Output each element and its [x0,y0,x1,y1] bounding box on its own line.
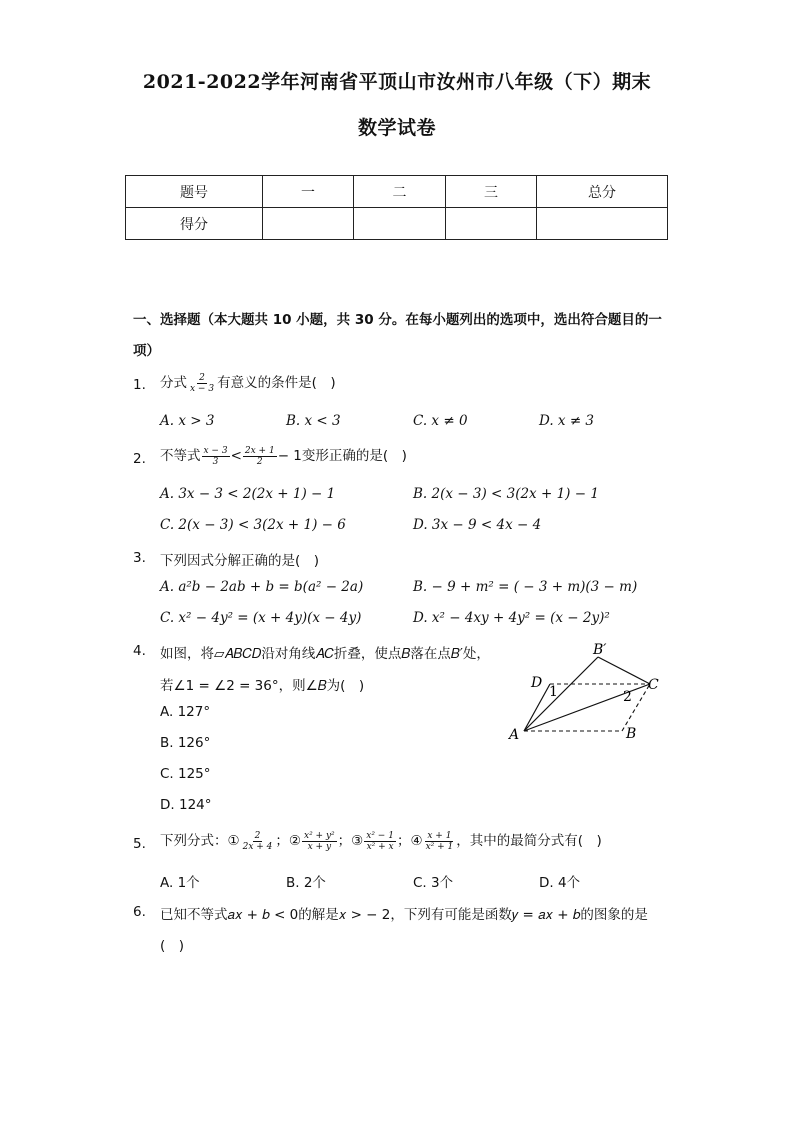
stem-text: ，其中的最简分式有( ) [456,833,602,849]
question-6-stem-line1: 已知不等式𝑎𝑥 + 𝑏 < 0的解是𝑥 > − 2，下列有可能是函数𝑦 = 𝑎𝑥 + 𝑏的图象的是 [160,907,648,923]
page-title-line2: 数学试卷 [357,117,436,139]
option-d: D. 124° [160,797,212,813]
option-d: D. 4个 [539,875,581,891]
stem-text: ；④ [396,833,423,849]
fraction-denominator: x² + x [366,841,394,852]
stem-text: 不等式 [160,448,201,464]
parallelogram-fold-figure [505,640,675,750]
fraction [424,831,456,852]
question-5-stem [160,829,602,852]
score-table-score-row [126,208,668,240]
fraction [241,831,275,852]
section-heading-line1: 一、选择题（本大题共 10 小题，共 30 分。在每小题列出的选项中，选出符合题目的一 [133,312,662,328]
question-number: 4. [133,643,146,659]
option-a: A. 𝑎²𝑏 − 2𝑎𝑏 + 𝑏 = 𝑏(𝑎² − 2𝑎) [160,579,364,595]
label-b: B [626,726,637,742]
question-6-stem-line2: ( ) [160,938,185,954]
question-1-stem [160,371,336,394]
score-header-cell: 总分 [537,176,668,208]
fraction-numerator: x − 3 [203,445,228,456]
question-3-stem: 下列因式分解正确的是( ) [160,553,320,569]
section-heading-line2: 项） [133,343,160,359]
stem-text: − 1变形正确的是( ) [277,448,407,464]
score-cell [537,208,668,240]
score-header-cell: 一 [263,176,354,208]
option-d: D. 3𝑥 − 9 < 4𝑥 − 4 [413,517,542,533]
option-c: C. 𝑥 ≠ 0 [413,413,468,429]
stem-text: ；③ [337,833,364,849]
option-b: B. 𝑥 < 3 [286,413,341,429]
question-number: 3. [133,550,146,566]
fraction-numerator: 2 [254,830,261,841]
fraction-numerator: 2 [199,372,205,383]
question-number: 5. [133,836,146,852]
fraction-denominator: x − 3 [190,383,215,394]
question-number: 1. [133,377,146,393]
score-header-cell: 题号 [126,176,263,208]
option-a: A. 127° [160,704,211,720]
score-row-label: 得分 [126,208,263,240]
label-angle-1: 1 [549,684,558,700]
fraction [302,831,337,852]
option-c: C. 125° [160,766,211,782]
score-table-header-row [126,176,668,208]
fraction-denominator: 3 [212,456,219,467]
option-a: A. 3𝑥 − 3 < 2(2𝑥 + 1) − 1 [160,486,336,502]
fraction [188,373,216,394]
edge-b-prime-c [598,657,650,684]
label-angle-2: 2 [623,689,632,705]
fraction-numerator: x² − 1 [366,830,394,841]
stem-text: ；② [275,833,302,849]
fraction [364,831,396,852]
edge-ad [524,684,550,731]
option-a: A. 𝑥 > 3 [160,413,215,429]
stem-text: 有意义的条件是( ) [217,375,336,391]
fraction-denominator: x + y [307,841,332,852]
label-b-prime: B′ [593,642,607,658]
stem-text: 分式 [160,375,187,391]
option-b: B. 126° [160,735,211,751]
option-d: D. 𝑥 ≠ 3 [539,413,595,429]
label-d: D [531,675,543,691]
option-c: C. 3个 [413,875,454,891]
stem-text: 下列分式：① [160,833,240,849]
option-d: D. 𝑥² − 4𝑥𝑦 + 4𝑦² = (𝑥 − 2𝑦)² [413,610,610,626]
score-table [125,175,668,240]
edge-ab-prime [524,657,598,731]
option-c: C. 2(𝑥 − 3) < 3(2𝑥 + 1) − 6 [160,517,346,533]
option-c: C. 𝑥² − 4𝑦² = (𝑥 + 4𝑦)(𝑥 − 4𝑦) [160,610,362,626]
question-4-stem-line1: 如图，将▱𝐴𝐵𝐶𝐷沿对角线𝐴𝐶折叠，使点𝐵落在点𝐵′处， [160,646,490,662]
question-number: 2. [133,451,146,467]
option-b: B. − 9 + 𝑚² = ( − 3 + 𝑚)(3 − 𝑚) [413,579,638,595]
question-number: 6. [133,904,146,920]
fraction-numerator: x + 1 [427,830,452,841]
fraction [243,446,277,467]
score-header-cell: 三 [446,176,537,208]
fraction [202,446,230,467]
fraction-numerator: 2x + 1 [244,445,275,456]
fraction-numerator: x² + y² [304,830,335,841]
score-cell [446,208,537,240]
page-title-line1: 2021-2022学年河南省平顶山市汝州市八年级（下）期末 [142,71,652,93]
option-a: A. 1个 [160,875,200,891]
stem-math: < [230,448,242,464]
score-header-cell: 二 [354,176,446,208]
score-cell [354,208,446,240]
option-b: B. 2(𝑥 − 3) < 3(2𝑥 + 1) − 1 [413,486,599,502]
fraction-denominator: x² + 1 [425,841,454,852]
label-c: C [648,677,659,693]
fraction-denominator: 2 [256,456,263,467]
question-4-stem-line2: 若∠1 = ∠2 = 36°，则∠𝐵为( ) [160,678,365,694]
question-2-stem [160,444,407,467]
score-cell [263,208,354,240]
option-b: B. 2个 [286,875,326,891]
fraction-denominator: 2x + 4 [242,841,273,852]
label-a: A [509,727,520,743]
